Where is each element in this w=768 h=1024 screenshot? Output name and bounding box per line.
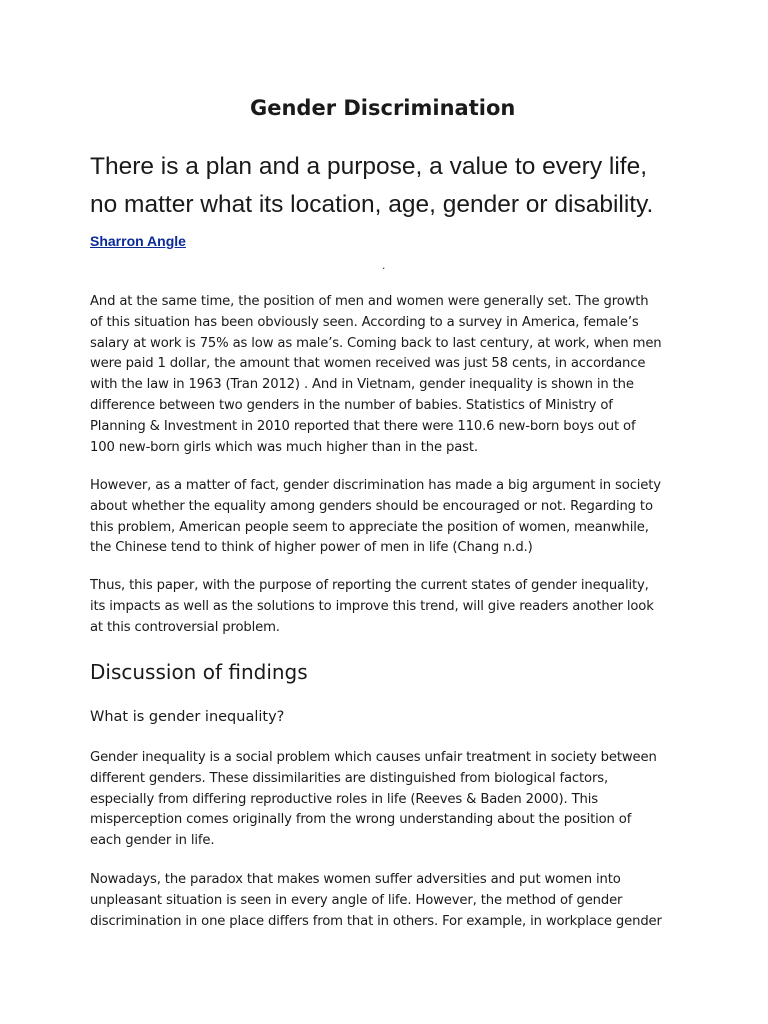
paragraph-line: difference between two genders in the number of babies. Statistics of Ministry of: [90, 397, 613, 413]
paragraph-line: salary at work is 75% as low as male’s. Coming back to last century, at work, when men: [90, 335, 662, 351]
separator-dot: .: [382, 258, 386, 272]
paragraph-line: different genders. These dissimilarities are distinguished from biological factors,: [90, 770, 608, 786]
paragraph-line: Planning & Investment in 2010 reported that there were 110.6 new-born boys out of: [90, 418, 636, 434]
paragraph-line: However, as a matter of fact, gender discrimination has made a big argument in society: [90, 478, 661, 493]
paragraph-argument: [90, 476, 690, 559]
paragraph-line: unpleasant situation is seen in every angle of life. However, the method of gender: [90, 892, 623, 908]
paragraph-line: with the law in 1963 (Tran 2012) . And in Vietnam, gender inequality is shown in the: [90, 377, 634, 393]
section-heading: Discussion of findings: [90, 660, 308, 684]
paragraph-line: Thus, this paper, with the purpose of reporting the current states of gender inequality,: [90, 578, 649, 593]
paragraph-line: Nowadays, the paradox that makes women suffer adversities and put women into: [90, 872, 621, 887]
quote-line: There is a plan and a purpose, a value to every life,: [90, 153, 648, 180]
paragraph-line: were paid 1 dollar, the amount that women received was just 58 cents, in accordance: [90, 356, 646, 372]
epigraph-quote: [90, 148, 710, 224]
paragraph-line: discrimination in one place differs from that in others. For example, in workplace gender: [90, 913, 662, 929]
quote-line: no matter what its location, age, gender or disability.: [90, 191, 654, 218]
paragraph-line: at this controversial problem.: [90, 619, 280, 635]
paragraph-intro: [90, 292, 690, 458]
paragraph-line: especially from differing reproductive roles in life (Reeves & Baden 2000). This: [90, 791, 598, 807]
quote-author-link[interactable]: Sharron Angle: [90, 233, 186, 249]
subsection-heading: What is gender inequality?: [90, 709, 285, 725]
paragraph-definition: [90, 748, 690, 852]
document-title: Gender Discrimination: [250, 96, 516, 120]
paragraph-line: about whether the equality among genders should be encouraged or not. Regarding to: [90, 498, 653, 514]
paragraph-paradox: [90, 870, 690, 932]
paragraph-line: the Chinese tend to think of higher power of men in life (Chang n.d.): [90, 540, 533, 556]
paragraph-line: each gender in life.: [90, 833, 215, 849]
paragraph-purpose: [90, 576, 690, 638]
paragraph-line: of this situation has been obviously seen. According to a survey in America, female’s: [90, 314, 639, 330]
paragraph-line: misperception comes originally from the wrong understanding about the position of: [90, 812, 632, 828]
paragraph-line: 100 new-born girls which was much higher than in the past.: [90, 439, 478, 455]
paragraph-line: its impacts as well as the solutions to improve this trend, will give readers another look: [90, 598, 654, 614]
paragraph-line: Gender inequality is a social problem which causes unfair treatment in society between: [90, 750, 657, 765]
paragraph-line: And at the same time, the position of men and women were generally set. The growth: [90, 294, 649, 309]
paragraph-line: this problem, American people seem to appreciate the position of women, meanwhile,: [90, 519, 649, 535]
